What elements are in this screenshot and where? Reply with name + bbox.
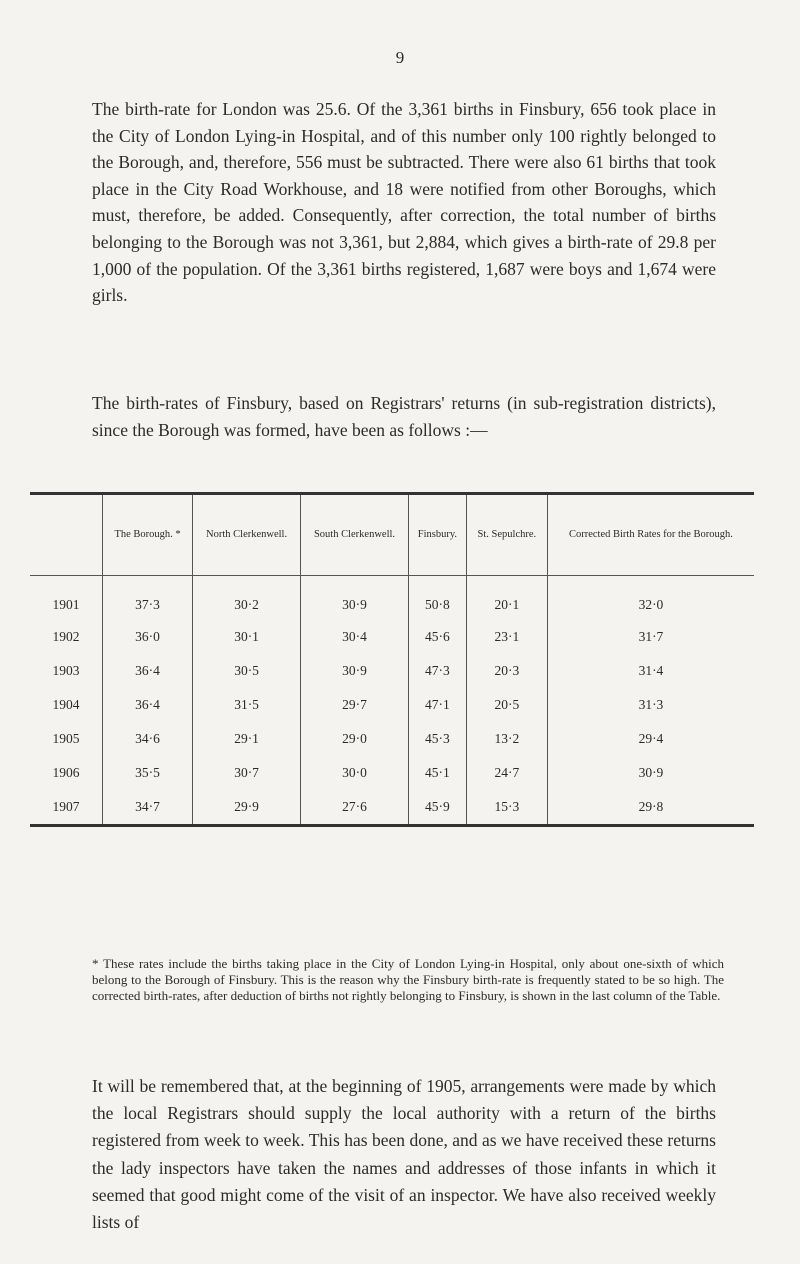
cell-south-clerkenwell: 27·6 [301,790,409,826]
table-header-row [30,494,754,576]
cell-st-sepulchre: 20·3 [466,654,547,688]
cell-the-borough: 36·4 [103,688,193,722]
cell-north-clerkenwell: 30·7 [193,756,301,790]
cell-the-borough: 34·7 [103,790,193,826]
cell-corrected: 29·8 [547,790,754,826]
cell-corrected: 31·4 [547,654,754,688]
cell-south-clerkenwell: 30·0 [301,756,409,790]
paragraph-birth-rate-london: The birth-rate for London was 25.6. Of the 3,361 births in Finsbury, 656 took place in the City of London Lying-in Hospital, and of this number only 100 rightly belonged to the Borough, and, therefore, 556 must be subtracted. There were also 61 births that took place in the City Road Workhouse, and 18 were notified from other Boroughs, which must, therefore, be added. Consequently, after correction, the total number of births belonging to the Borough was not 3,361, but 2,884, which gives a birth-rate of 29.8 per 1,000 of the population. Of the 3,361 births registered, 1,687 were boys and 1,674 were girls. [92,99,716,306]
cell-south-clerkenwell: 29·7 [301,688,409,722]
header-corrected-birth-rates: Corrected Birth Rates for the Borough. [547,494,754,576]
cell-year: 1907 [52,799,80,814]
header-the-borough: The Borough. * [103,494,193,576]
cell-the-borough: 35·5 [103,756,193,790]
cell-the-borough: 36·0 [103,620,193,654]
cell-south-clerkenwell: 30·4 [301,620,409,654]
table-row [30,688,754,722]
cell-finsbury: 50·8 [408,576,466,621]
header-finsbury: Finsbury. [408,494,466,576]
cell-north-clerkenwell: 30·2 [193,576,301,621]
cell-finsbury: 47·1 [408,688,466,722]
cell-finsbury: 47·3 [408,654,466,688]
cell-north-clerkenwell: 29·9 [193,790,301,826]
cell-south-clerkenwell: 29·0 [301,722,409,756]
cell-corrected: 30·9 [547,756,754,790]
paragraph-registrars-returns: It will be remembered that, at the beginning of 1905, arrangements were made by which the local Registrars should supply the local authority with a return of the births registered from week to week. This has been done, and as we have received these returns the lady inspectors have taken the names and addresses of those infants in which it seemed that good might come of the visit of an inspector. We have also received weekly lists of [92,1076,716,1233]
cell-st-sepulchre: 13·2 [466,722,547,756]
table-row [30,620,754,654]
cell-north-clerkenwell: 29·1 [193,722,301,756]
header-south-clerkenwell: South Clerkenwell. [301,494,409,576]
table-row [30,654,754,688]
cell-finsbury: 45·1 [408,756,466,790]
cell-the-borough: 34·6 [103,722,193,756]
paragraph-birth-rates-intro: The birth-rates of Finsbury, based on Registrars' returns (in sub-registration districts), since the Borough was formed, have been as follows :— [92,393,716,440]
birth-rates-table [30,492,754,827]
cell-year: 1902 [52,629,80,644]
cell-year: 1901 [52,597,80,612]
cell-the-borough: 36·4 [103,654,193,688]
cell-the-borough: 37·3 [103,576,193,621]
cell-south-clerkenwell: 30·9 [301,654,409,688]
cell-year: 1904 [52,697,80,712]
cell-corrected: 29·4 [547,722,754,756]
cell-st-sepulchre: 20·5 [466,688,547,722]
table-row [30,790,754,826]
page-number: 9 [395,48,405,67]
table-row [30,722,754,756]
cell-corrected: 31·3 [547,688,754,722]
cell-finsbury: 45·6 [408,620,466,654]
cell-year: 1906 [52,765,80,780]
header-st-sepulchre: St. Sepulchre. [466,494,547,576]
header-north-clerkenwell: North Clerkenwell. [193,494,301,576]
cell-north-clerkenwell: 30·1 [193,620,301,654]
cell-st-sepulchre: 15·3 [466,790,547,826]
cell-st-sepulchre: 23·1 [466,620,547,654]
cell-north-clerkenwell: 30·5 [193,654,301,688]
cell-year: 1903 [52,663,80,678]
cell-finsbury: 45·9 [408,790,466,826]
cell-st-sepulchre: 24·7 [466,756,547,790]
table-row [30,756,754,790]
table-row [30,576,754,621]
header-year [30,494,103,576]
cell-north-clerkenwell: 31·5 [193,688,301,722]
cell-st-sepulchre: 20·1 [466,576,547,621]
cell-corrected: 31·7 [547,620,754,654]
cell-finsbury: 45·3 [408,722,466,756]
cell-south-clerkenwell: 30·9 [301,576,409,621]
cell-corrected: 32·0 [547,576,754,621]
cell-year: 1905 [52,731,80,746]
table-footnote: * These rates include the births taking place in the City of London Lying-in Hospital, only about one-sixth of which belong to the Borough of Finsbury. This is the reason why the Finsbury birth-rate is frequently stated to be so high. The corrected birth-rates, after deduction of births not rightly belonging to Finsbury, is shown in the last column of the Table. [92,956,724,1004]
